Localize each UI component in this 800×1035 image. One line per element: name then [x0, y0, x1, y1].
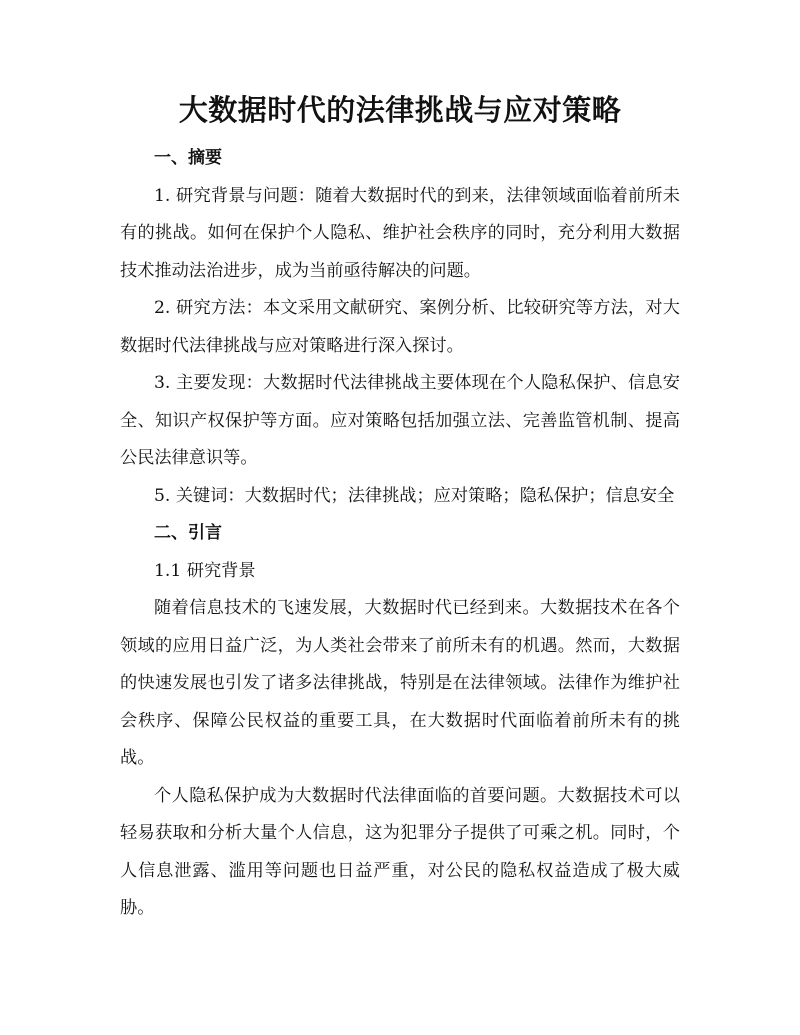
abstract-item-background: 1. 研究背景与问题：随着大数据时代的到来，法律领域面临着前所未有的挑战。如何在保护个人隐私、维护社会秩序的同时，充分利用大数据技术推动法治进步，成为当前亟待解决的问题。 [120, 185, 680, 281]
subsection-heading-background: 1.1 研究背景 [154, 560, 256, 581]
introduction-paragraph: 随着信息技术的飞速发展，大数据时代已经到来。大数据技术在各个领域的应用日益广泛，为人类社会带来了前所未有的机遇。然而，大数据的快速发展也引发了诸多法律挑战，特别是在法律领域。法律作为维护社会秩序、保障公民权益的重要工具，在大数据时代面临着前所未有的挑战。 [120, 598, 680, 768]
document-title: 大数据时代的法律挑战与应对策略 [178, 93, 622, 127]
document-body [120, 140, 680, 928]
abstract-item-methods: 2. 研究方法：本文采用文献研究、案例分析、比较研究等方法，对大数据时代法律挑战与应对策略进行深入探讨。 [120, 298, 680, 356]
section-heading-introduction: 二、引言 [154, 523, 222, 543]
introduction-paragraph: 个人隐私保护成为大数据时代法律面临的首要问题。大数据技术可以轻易获取和分析大量个人信息，这为犯罪分子提供了可乘之机。同时，个人信息泄露、滥用等问题也日益严重，对公民的隐私权益造成了极大威胁。 [120, 785, 680, 918]
abstract-item-findings: 3. 主要发现：大数据时代法律挑战主要体现在个人隐私保护、信息安全、知识产权保护等方面。应对策略包括加强立法、完善监管机制、提高公民法律意识等。 [120, 373, 680, 468]
abstract-item-keywords: 5. 关键词：大数据时代；法律挑战；应对策略；隐私保护；信息安全 [154, 485, 675, 506]
section-heading-abstract: 一、摘要 [154, 148, 222, 168]
